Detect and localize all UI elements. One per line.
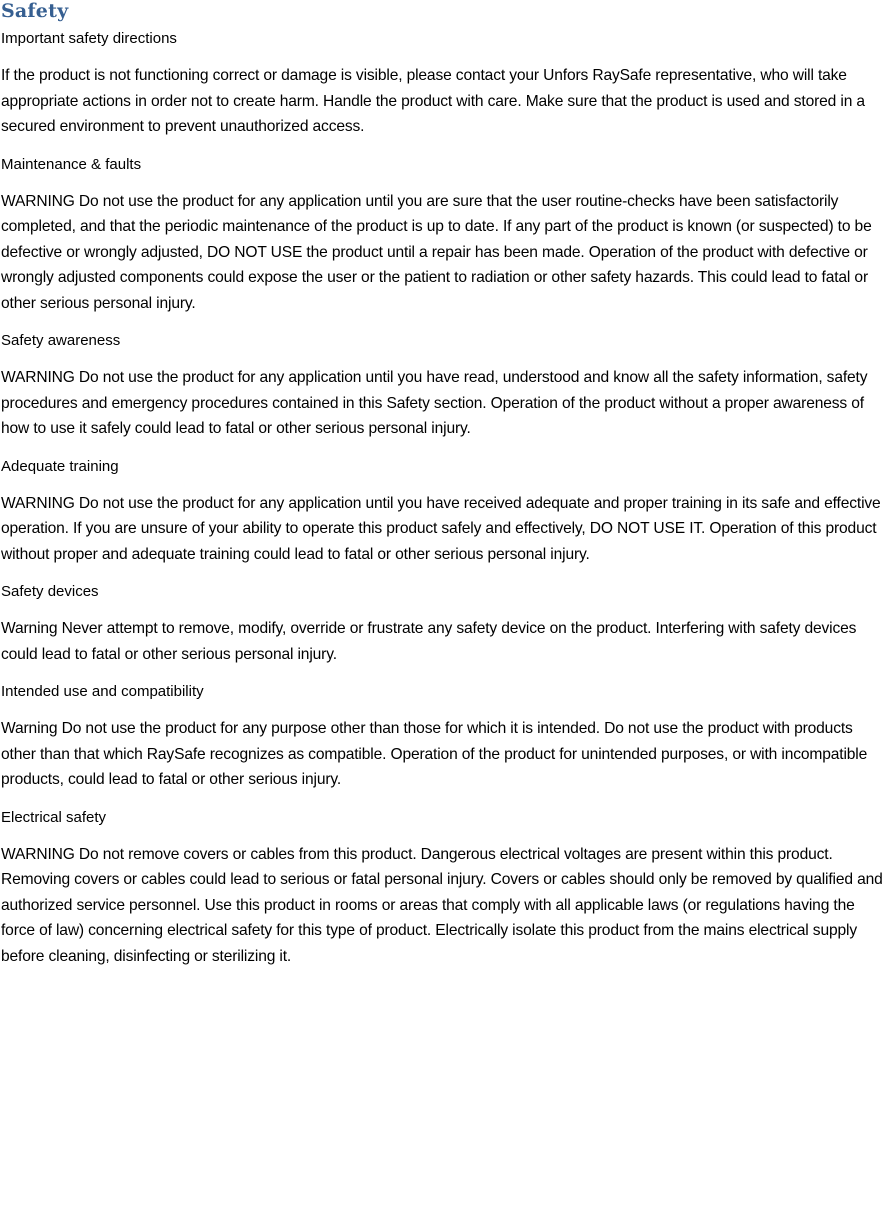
- section-heading-electrical-safety: Electrical safety: [1, 808, 107, 826]
- spacer: [1, 793, 884, 807]
- spacer: [1, 176, 884, 189]
- spacer: [1, 50, 884, 63]
- spacer: [1, 703, 884, 716]
- spacer: [1, 829, 884, 842]
- section-body-safety-devices: Warning Never attempt to remove, modify, override or frustrate any safety device on the product. Interfering with safety devices could lead to fatal or other serious personal injury.: [1, 620, 857, 663]
- section-body-maintenance: WARNING Do not use the product for any application until you are sure that the user routine-checks have been satisfactorily completed, and that the periodic maintenance of the product is up to date. If any part of the product is known (or suspected) to be defective or wrongly adjusted, DO NOT USE the product until a repair has been made. Operation of the product with defective or wrongly adjusted components could expose the user or the patient to radiation or other safety hazards. This could lead to fatal or other serious personal injury.: [1, 192, 872, 312]
- section-heading-intended-use: Intended use and compatibility: [1, 683, 204, 700]
- spacer: [1, 316, 884, 330]
- section-body-intended-use: Warning Do not use the product for any purpose other than those for which it is intended. Do not use the product with products other than that which RaySafe recognizes as compatible. Operation of the product for unintended purposes, or with incompatible products, could lead to fatal or other serious injury.: [1, 720, 868, 788]
- intro-paragraph: If the product is not functioning correct or damage is visible, please contact your Unfors RaySafe representative, who will take appropriate actions in order not to create harm. Handle the product with care. Make sure that the product is used and stored in a secured environment to prevent unauthorized access.: [1, 67, 865, 135]
- page-title: Safety: [1, 0, 69, 22]
- section-body-safety-awareness: WARNING Do not use the product for any application until you have read, understood and know all the safety information, safety procedures and emergency procedures contained in this Safety section. Operation of the product without a proper awareness of how to use it safely could lead to fatal or other serious personal injury.: [1, 369, 868, 437]
- section-heading-safety-awareness: Safety awareness: [1, 332, 121, 349]
- spacer: [1, 478, 884, 491]
- section-heading-maintenance: Maintenance & faults: [1, 155, 142, 173]
- spacer: [1, 667, 884, 681]
- spacer: [1, 352, 884, 365]
- spacer: [1, 603, 884, 616]
- section-heading-safety-devices: Safety devices: [1, 583, 99, 600]
- spacer: [1, 567, 884, 581]
- section-body-adequate-training: WARNING Do not use the product for any application until you have received adequate and proper training in its safe and effective operation. If you are unsure of your ability to operate this product safely and effectively, DO NOT USE IT. Operation of this product without proper and adequate training could lead to fatal or other serious personal injury.: [1, 494, 881, 563]
- subtitle: Important safety directions: [1, 30, 177, 47]
- spacer: [1, 442, 884, 456]
- section-body-electrical-safety: WARNING Do not remove covers or cables from this product. Dangerous electrical voltages are present within this product. Removing covers or cables could lead to serious or fatal personal injury. Covers or cables should only be removed by qualified and authorized service personnel. Use this product in rooms or areas that comply with all applicable laws (or regulations having the force of law) concerning electrical safety for this type of product. Electrically isolate this product from the mains electrical supply before cleaning, disinfecting or sterilizing it.: [1, 845, 883, 965]
- section-heading-adequate-training: Adequate training: [1, 457, 119, 475]
- spacer: [1, 140, 884, 154]
